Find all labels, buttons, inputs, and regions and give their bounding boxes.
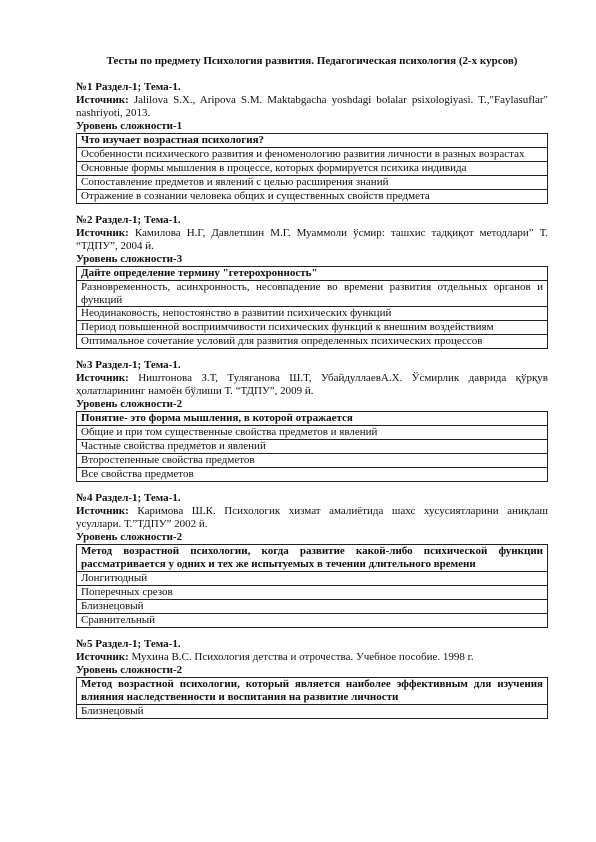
answer-option: Разновременность, асинхронность, несовпадение во времени развития отдельных органов и функций	[77, 280, 548, 307]
answer-option: Близнецовый	[77, 704, 548, 718]
question-table	[76, 133, 548, 204]
question-text: Дайте определение термину "гетерохронность"	[77, 266, 548, 280]
source-label: Источник:	[76, 650, 129, 663]
answer-option: Поперечных срезов	[77, 585, 548, 599]
answer-option: Сопоставление предметов и явлений с целью расширения знаний	[77, 175, 548, 189]
answer-row	[77, 321, 548, 335]
question-text: Понятие- это форма мышления, в которой отражается	[77, 412, 548, 426]
answer-option: Основные формы мышления в процессе, которых формируется психика индивида	[77, 161, 548, 175]
question-text: Метод возрастной психологии, который является наиболее эффективным для изучения влияния наследственности и воспитания на развитие личности	[77, 677, 548, 704]
question-source	[76, 372, 548, 398]
question-row	[77, 677, 548, 704]
question-table	[76, 544, 548, 628]
difficulty-level: Уровень сложности-2	[76, 531, 183, 543]
question-source	[76, 651, 548, 664]
answer-row	[77, 599, 548, 613]
answer-row	[77, 440, 548, 454]
question-source	[76, 227, 548, 253]
question-text: Метод возрастной психологии, когда развитие какой-либо психической функции рассматривается у одних и тех же испытуемых в течении длительного времени	[77, 544, 548, 571]
answer-row	[77, 175, 548, 189]
source-label: Источник:	[76, 372, 129, 385]
answer-row	[77, 335, 548, 349]
question-block	[76, 638, 548, 719]
source-label: Источник:	[76, 226, 129, 239]
difficulty-level: Уровень сложности-2	[76, 398, 183, 411]
answer-option: Общие и при том существенные свойства предметов и явлений	[77, 426, 548, 440]
answer-option: Отражение в сознании человека общих и существенных свойств предмета	[77, 189, 548, 203]
answer-option: Лонгитюдный	[77, 571, 548, 585]
answer-row	[77, 307, 548, 321]
answer-option: Период повышенной восприимчивости психических функций к внешним воздействиям	[77, 321, 548, 335]
question-table	[76, 266, 548, 350]
answer-row	[77, 189, 548, 203]
question-block	[76, 214, 548, 350]
answer-row	[77, 454, 548, 468]
source-text: Каримова Ш.К. Психологик хизмат амалиётида шахс хусусиятларини аниқлаш усуллари. Т.”ТДПУ” 2002 й.	[76, 505, 549, 531]
answer-option: Сравнительный	[77, 613, 548, 627]
answer-row	[77, 147, 548, 161]
question-source	[76, 94, 548, 120]
source-label: Источник:	[76, 505, 129, 518]
question-text: Что изучает возрастная психология?	[77, 133, 548, 147]
answer-option: Частные свойства предметов и явлений	[77, 440, 548, 454]
answer-row	[77, 613, 548, 627]
answer-row	[77, 704, 548, 718]
answer-row	[77, 426, 548, 440]
question-table	[76, 411, 548, 482]
question-row	[77, 133, 548, 147]
question-block	[76, 359, 548, 482]
answer-row	[77, 468, 548, 482]
difficulty-level: Уровень сложности-3	[76, 252, 183, 265]
answer-option: Второстепенные свойства предметов	[77, 454, 548, 468]
answer-option: Близнецовый	[77, 599, 548, 613]
question-table	[76, 677, 548, 719]
question-heading: №4 Раздел-1; Тема-1.	[76, 492, 181, 505]
difficulty-level: Уровень сложности-2	[76, 663, 183, 676]
question-heading: №2 Раздел-1; Тема-1.	[76, 213, 181, 226]
answer-row	[77, 585, 548, 599]
answer-row	[77, 280, 548, 307]
question-heading: №5 Раздел-1; Тема-1.	[76, 637, 181, 650]
document-title: Тесты по предмету Психология развития. Педагогическая психология (2-х курсов)	[106, 55, 518, 67]
difficulty-level: Уровень сложности-1	[76, 119, 183, 132]
source-label: Источник:	[76, 93, 129, 106]
question-heading: №3 Раздел-1; Тема-1.	[76, 359, 181, 372]
question-row	[77, 544, 548, 571]
question-heading: №1 Раздел-1; Тема-1.	[76, 80, 181, 93]
source-text: Мухина В.С. Психология детства и отрочества. Учебное пособие. 1998 г.	[131, 650, 474, 663]
answer-option: Особенности психического развития и феноменологию развития личности в разных возрастах	[77, 147, 548, 161]
source-text: Ништонова З.Т, Туляганова Ш.Т, УбайдуллаевА.Х. Ўсмирлик даврида қўрқув ҳолатларининг намоён бўлиши Т. “ТДПУ”, 2009 й.	[76, 372, 548, 398]
answer-row	[77, 571, 548, 585]
question-block	[76, 492, 548, 628]
question-row	[77, 412, 548, 426]
answer-option: Оптимальное сочетание условий для развития определенных психических процессов	[77, 335, 548, 349]
question-source	[76, 505, 548, 531]
question-row	[77, 266, 548, 280]
answer-row	[77, 161, 548, 175]
answer-option: Неодинаковость, непостоянство в развитии психических функций	[77, 307, 548, 321]
source-text: Камилова Н.Г, Давлетшин М.Г. Муаммоли ўсмир: ташхис тадқиқот методлари” Т. “ТДПУ”, 2004 й.	[76, 226, 549, 252]
questions-list	[76, 81, 548, 719]
source-text: Jalilova S.X., Aripova S.M. Maktabgacha yoshdagi bolalar psixologiyasi. T.,"Faylasuflar" nashriyoti, 2013.	[76, 93, 548, 119]
question-block	[76, 81, 548, 204]
answer-option: Все свойства предметов	[77, 468, 548, 482]
